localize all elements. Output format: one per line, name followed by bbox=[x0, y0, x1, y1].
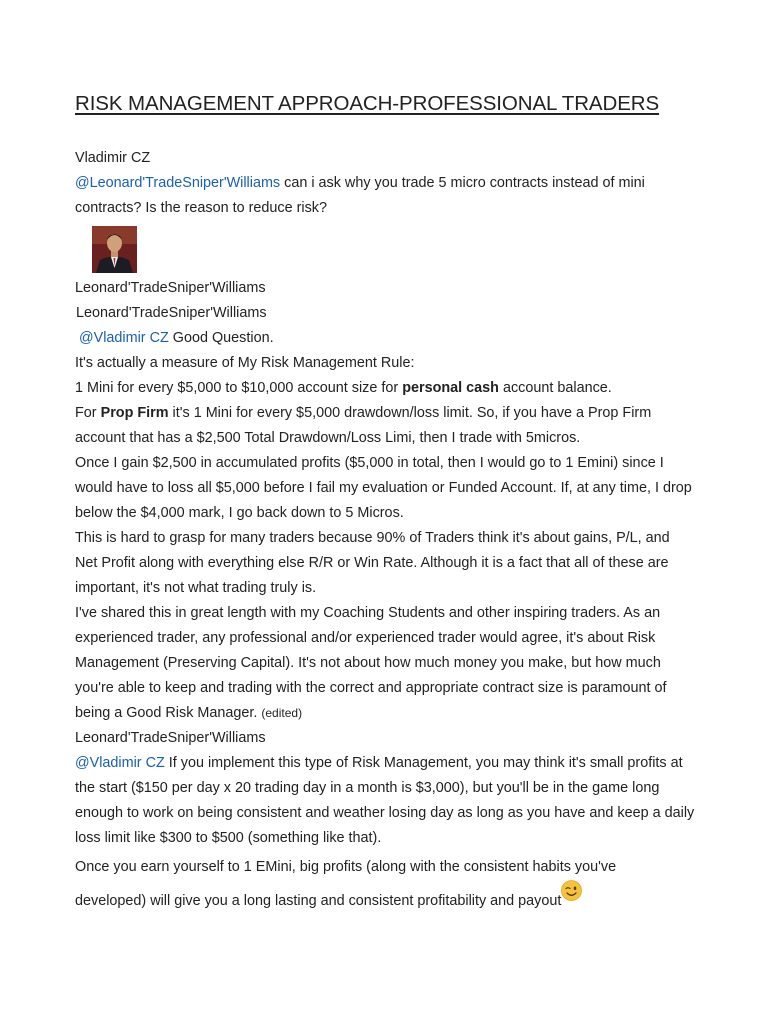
post-greeting: @Vladimir CZ Good Question. bbox=[79, 330, 274, 346]
avatar[interactable] bbox=[92, 226, 137, 273]
mention-link[interactable]: @Vladimir CZ bbox=[79, 330, 169, 346]
post-author: Leonard'TradeSniper'Williams bbox=[75, 280, 266, 296]
post-author: Leonard'TradeSniper'Williams bbox=[75, 730, 266, 746]
winking-face-icon bbox=[561, 880, 582, 901]
post-line: It's actually a measure of My Risk Management Rule: bbox=[75, 355, 415, 371]
post-paragraph: Once I gain $2,500 in accumulated profits ($5,000 in total, then I would go to 1 Emini) since I would have to loss all $5,000 before I fail my evaluation or Funded Account. If, at any time, I drop below the $4,000 mark, I go back down to 5 Micros. bbox=[75, 455, 692, 521]
post-author: Vladimir CZ bbox=[75, 150, 151, 166]
post-line: 1 Mini for every $5,000 to $10,000 account size for personal cash account balance. bbox=[75, 380, 612, 396]
post-body: @Leonard'TradeSniper'Williams can i ask why you trade 5 micro contracts instead of mini contracts? Is the reason to reduce risk? bbox=[75, 175, 645, 216]
post-author-repeat: Leonard'TradeSniper'Williams bbox=[76, 305, 267, 321]
post-line: Once you earn yourself to 1 EMini, big profits (along with the consistent habits you've bbox=[75, 859, 617, 875]
post-paragraph: This is hard to grasp for many traders because 90% of Traders think it's about gains, P/L, and Net Profit along with everything else R/R or Win Rate. Although it is a fact that all of these are important, it's not what trading truly is. bbox=[75, 530, 670, 596]
document-title: RISK MANAGEMENT APPROACH-PROFESSIONAL TRADERS bbox=[75, 92, 660, 115]
mention-link[interactable]: @Leonard'TradeSniper'Williams bbox=[75, 175, 281, 191]
post-paragraph: @Vladimir CZ If you implement this type of Risk Management, you may think it's small profits at the start ($150 per day x 20 trading day in a month is $3,000), but you'll be in the game long enough to work on being consistent and weather losing day as long as you have and keep a daily loss limit like $300 to $500 (something like that). bbox=[75, 755, 695, 846]
post-paragraph: I've shared this in great length with my Coaching Students and other inspiring traders. As an experienced trader, any professional and/or experienced trader would agree, it's about Risk Management (Preserving Capital). It's not about how much money you make, but how much you're able to keep and trading with the correct and appropriate contract size is paramount of being a Good Risk Manager. (edited) bbox=[75, 605, 667, 721]
edited-label: (edited) bbox=[261, 706, 303, 720]
post-line: developed) will give you a long lasting and consistent profitability and payout bbox=[75, 880, 695, 919]
avatar-container bbox=[75, 221, 695, 276]
mention-link[interactable]: @Vladimir CZ bbox=[75, 755, 165, 771]
document-page bbox=[75, 88, 695, 919]
post-paragraph: For Prop Firm it's 1 Mini for every $5,000 drawdown/loss limit. So, if you have a Prop Firm account that has a $2,500 Total Drawdown/Loss Limi, then I trade with 5micros. bbox=[75, 405, 652, 446]
